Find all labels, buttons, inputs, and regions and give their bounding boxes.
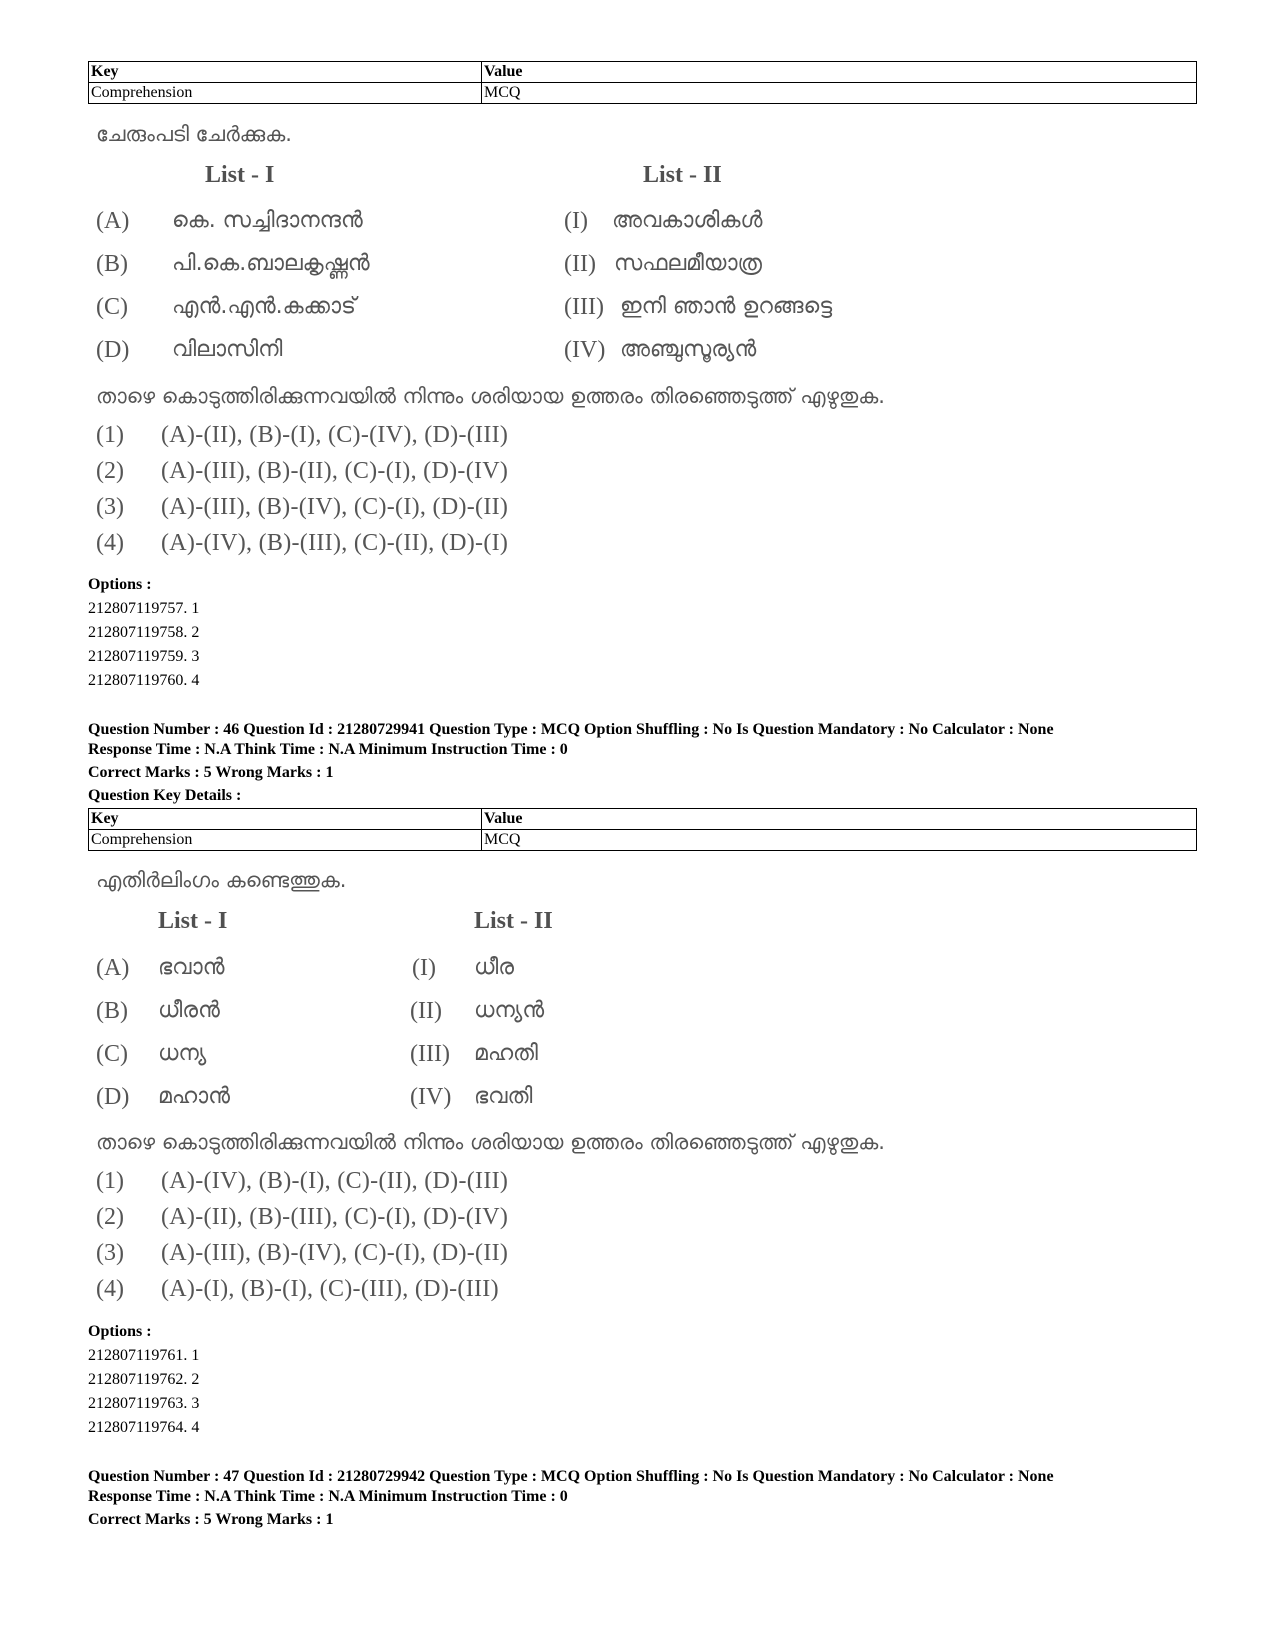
choice-number: (2) <box>96 1204 124 1230</box>
value-cell: MCQ <box>482 830 1197 851</box>
question-key-table <box>88 61 1197 104</box>
list-2-label: (III) <box>410 1041 450 1067</box>
option-item: 212807119760. 4 <box>88 672 200 689</box>
list-2-label: (IV) <box>410 1084 452 1110</box>
list-2-item: മഹതി <box>474 1041 538 1066</box>
key-header: Key <box>89 62 482 83</box>
table-row <box>89 83 1197 104</box>
choice-number: (2) <box>96 458 124 484</box>
option-item: 212807119758. 2 <box>88 624 200 641</box>
choice-number: (4) <box>96 530 124 556</box>
option-item: 212807119763. 3 <box>88 1395 200 1412</box>
question-meta-line: Question Number : 46 Question Id : 21280729941 Question Type : MCQ Option Shuffling : No Is Question Mandatory : No Calculator : None <box>88 721 1054 738</box>
list-2-label: (II) <box>410 998 442 1024</box>
list-1-label: (C) <box>96 1041 128 1067</box>
option-item: 212807119757. 1 <box>88 600 200 617</box>
list-2-label: (III) <box>564 294 604 320</box>
value-cell: MCQ <box>482 83 1197 104</box>
key-cell: Comprehension <box>89 830 482 851</box>
list-1-heading: List - I <box>205 162 275 188</box>
table-row <box>89 830 1197 851</box>
list-1-item: ധന്യ <box>158 1041 207 1066</box>
list-1-item: ഭവാൻ <box>158 955 225 980</box>
options-title: Options : <box>88 1323 152 1340</box>
list-2-label: (II) <box>564 251 596 277</box>
choice-text: (A)-(III), (B)-(II), (C)-(I), (D)-(IV) <box>161 458 509 484</box>
question-instruction: താഴെ കൊടുത്തിരിക്കുന്നവയിൽ നിന്നും ശരിയായ ഉത്തരം തിരഞ്ഞെടുത്ത് എഴുതുക. <box>96 384 885 408</box>
option-item: 212807119764. 4 <box>88 1419 200 1436</box>
option-item: 212807119759. 3 <box>88 648 200 665</box>
question-prompt: ചേരുംപടി ചേർക്കുക. <box>96 122 292 146</box>
list-1-item: എൻ.എൻ.കക്കാട് <box>172 294 356 319</box>
value-header: Value <box>482 62 1197 83</box>
list-1-label: (B) <box>96 251 128 277</box>
question-47-meta <box>88 1467 1054 1530</box>
options-list <box>88 1320 199 1440</box>
question-instruction: താഴെ കൊടുത്തിരിക്കുന്നവയിൽ നിന്നും ശരിയായ ഉത്തരം തിരഞ്ഞെടുത്ത് എഴുതുക. <box>96 1130 885 1154</box>
value-header: Value <box>482 809 1197 830</box>
option-item: 212807119762. 2 <box>88 1371 200 1388</box>
question-meta-line: Response Time : N.A Think Time : N.A Minimum Instruction Time : 0 <box>88 741 568 758</box>
list-2-item: ഇനി ഞാൻ ഉറങ്ങട്ടെ <box>620 294 833 319</box>
list-1-item: വിലാസിനി <box>172 337 283 362</box>
list-1-item: ധീരൻ <box>158 998 220 1023</box>
list-1-label: (A) <box>96 955 130 981</box>
choice-text: (A)-(II), (B)-(III), (C)-(I), (D)-(IV) <box>161 1204 509 1230</box>
list-1-label: (D) <box>96 1084 130 1110</box>
list-1-label: (B) <box>96 998 128 1024</box>
list-1-heading: List - I <box>158 908 228 934</box>
option-item: 212807119761. 1 <box>88 1347 200 1364</box>
table-header-row <box>89 809 1197 830</box>
key-details-title: Question Key Details : <box>88 787 242 804</box>
list-1-item: കെ. സച്ചിദാനന്ദൻ <box>172 208 363 233</box>
choice-number: (3) <box>96 1240 124 1266</box>
list-2-item: ധീര <box>474 955 515 980</box>
list-2-item: ധന്യൻ <box>474 998 545 1023</box>
question-meta-line: Question Number : 47 Question Id : 21280729942 Question Type : MCQ Option Shuffling : No Is Question Mandatory : No Calculator : None <box>88 1468 1054 1485</box>
list-1-item: മഹാൻ <box>158 1084 231 1109</box>
choice-number: (4) <box>96 1276 124 1302</box>
choice-number: (1) <box>96 422 124 448</box>
options-title: Options : <box>88 576 152 593</box>
question-46-meta <box>88 720 1054 806</box>
list-2-heading: List - II <box>474 908 553 934</box>
list-2-item: ഭവതി <box>474 1084 533 1109</box>
list-1-item: പി.കെ.ബാലകൃഷ്ണൻ <box>172 251 370 276</box>
list-1-label: (D) <box>96 337 130 363</box>
marks-line: Correct Marks : 5 Wrong Marks : 1 <box>88 1511 334 1528</box>
choice-text: (A)-(II), (B)-(I), (C)-(IV), (D)-(III) <box>161 422 509 448</box>
choice-number: (1) <box>96 1168 124 1194</box>
key-cell: Comprehension <box>89 83 482 104</box>
marks-line: Correct Marks : 5 Wrong Marks : 1 <box>88 764 334 781</box>
choice-number: (3) <box>96 494 124 520</box>
choice-text: (A)-(I), (B)-(I), (C)-(III), (D)-(III) <box>161 1276 499 1302</box>
choice-text: (A)-(III), (B)-(IV), (C)-(I), (D)-(II) <box>161 1240 509 1266</box>
list-2-heading: List - II <box>643 162 722 188</box>
list-1-label: (A) <box>96 208 130 234</box>
list-2-item: സഫലമീയാത്ര <box>614 251 762 276</box>
choice-text: (A)-(IV), (B)-(III), (C)-(II), (D)-(I) <box>161 530 509 556</box>
question-key-table <box>88 808 1197 851</box>
choice-text: (A)-(III), (B)-(IV), (C)-(I), (D)-(II) <box>161 494 509 520</box>
question-meta-line: Response Time : N.A Think Time : N.A Minimum Instruction Time : 0 <box>88 1488 568 1505</box>
table-header-row <box>89 62 1197 83</box>
list-2-label: (I) <box>412 955 436 981</box>
list-1-label: (C) <box>96 294 128 320</box>
question-prompt: എതിർലിംഗം കണ്ടെത്തുക. <box>96 868 347 892</box>
list-2-item: അവകാശികൾ <box>612 208 763 233</box>
choice-text: (A)-(IV), (B)-(I), (C)-(II), (D)-(III) <box>161 1168 509 1194</box>
list-2-label: (IV) <box>564 337 606 363</box>
options-list <box>88 573 199 693</box>
list-2-item: അഞ്ചുസൂര്യൻ <box>620 337 757 362</box>
key-header: Key <box>89 809 482 830</box>
list-2-label: (I) <box>564 208 588 234</box>
